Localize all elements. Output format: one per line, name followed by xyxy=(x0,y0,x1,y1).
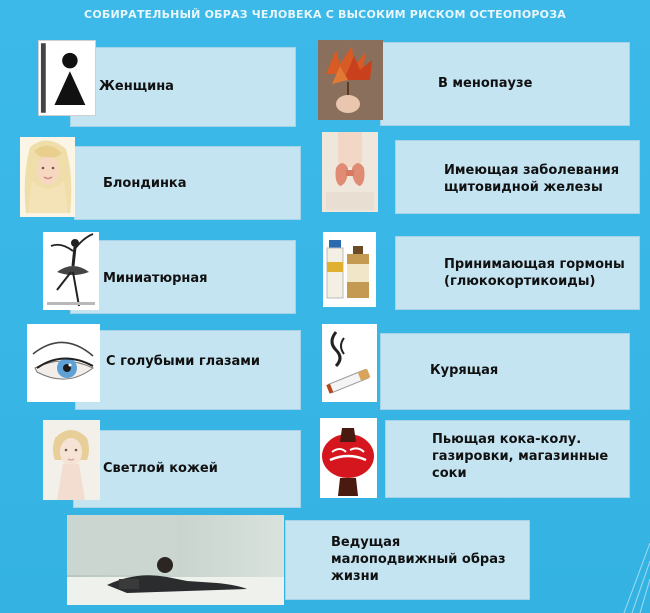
label-hormones-line2: (глюкокортикоиды) xyxy=(444,274,596,289)
label-cola-line1: Пьющая кока-колу. xyxy=(432,432,582,447)
label-thyroid-line1: Имеющая заболевания xyxy=(444,163,620,178)
corner-decoration xyxy=(610,543,650,613)
sedentary-woman-icon xyxy=(67,515,284,605)
label-cola-line2: газировки, магазинные xyxy=(432,449,609,464)
fair-skin-woman-icon xyxy=(43,420,100,500)
woman-sign-icon xyxy=(38,40,96,116)
label-sedentary-line2: малоподвижный образ xyxy=(331,552,506,567)
card-smoking xyxy=(380,333,630,410)
coca-cola-icon xyxy=(320,418,377,498)
label-cola-line3: соки xyxy=(432,466,467,481)
label-fair-skin: Светлой кожей xyxy=(103,461,218,476)
label-sedentary-line1: Ведущая xyxy=(331,535,401,550)
label-blonde: Блондинка xyxy=(103,176,187,191)
label-menopause: В менопаузе xyxy=(438,76,533,91)
label-thyroid-line2: щитовидной железы xyxy=(444,180,603,195)
label-blue-eyes: С голубыми глазами xyxy=(106,354,261,369)
label-petite: Миниатюрная xyxy=(103,271,208,286)
ballerina-icon xyxy=(43,232,99,310)
label-sedentary-line3: жизни xyxy=(331,569,379,584)
card-blue-eyes xyxy=(75,330,301,410)
autumn-leaves-icon xyxy=(318,40,383,120)
medicine-bottle-icon xyxy=(323,232,376,307)
slide-title: СОБИРАТЕЛЬНЫЙ ОБРАЗ ЧЕЛОВЕКА С ВЫСОКИМ РИСКОМ ОСТЕОПОРОЗА xyxy=(84,8,566,21)
label-smoking: Курящая xyxy=(430,363,499,378)
cigarette-icon xyxy=(322,324,377,402)
thyroid-icon xyxy=(322,132,378,212)
label-hormones-line1: Принимающая гормоны xyxy=(444,257,625,272)
blue-eye-icon xyxy=(27,324,100,402)
blonde-woman-icon xyxy=(20,137,75,217)
label-woman: Женщина xyxy=(99,79,174,94)
